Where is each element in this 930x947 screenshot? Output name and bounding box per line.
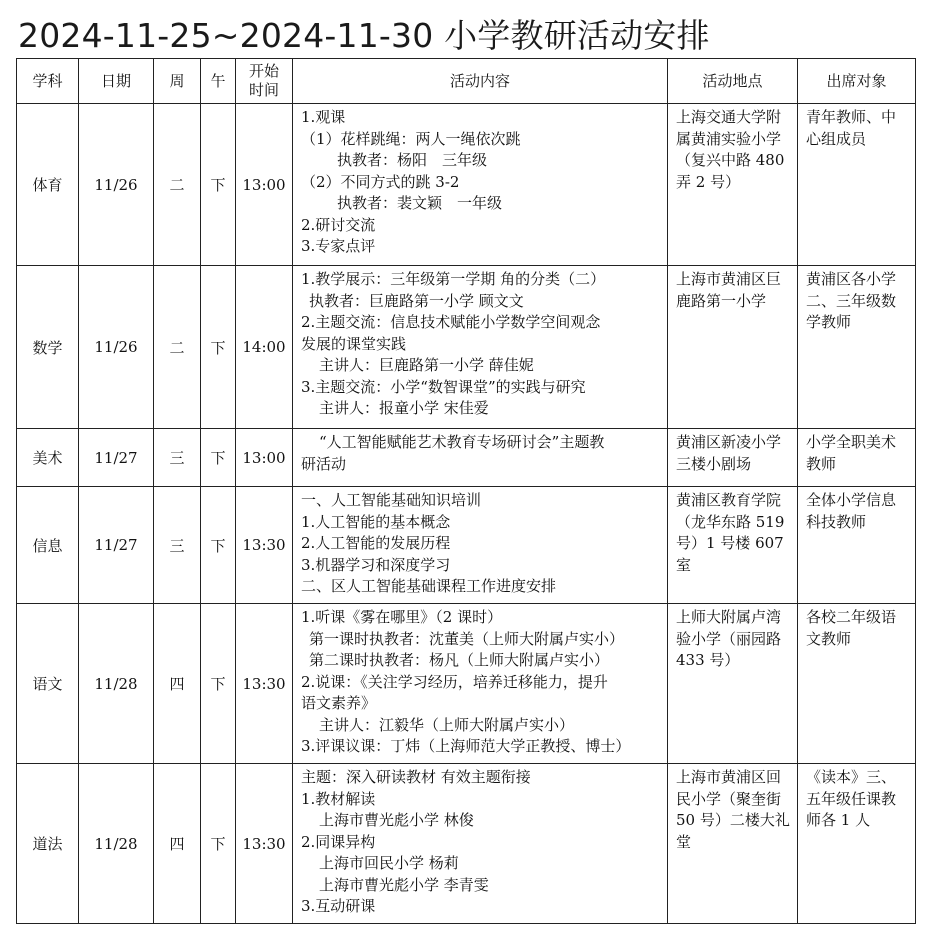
content-line: 2.同课异构 — [301, 832, 376, 851]
attendees-cell: 《读本》三、五年级任课教师各 1 人 — [798, 764, 916, 924]
subject-cell: 语文 — [17, 604, 79, 764]
subject-cell: 数学 — [17, 266, 79, 429]
content-cell — [293, 266, 668, 429]
header-subject: 学科 — [17, 59, 79, 104]
header-start-time-line1: 开始 — [248, 62, 279, 80]
header-start-time — [236, 59, 293, 104]
period-cell: 下 — [201, 104, 236, 266]
content-line: 主讲人：巨鹿路第一小学 薛佳妮 — [319, 356, 534, 374]
time-cell: 13:00 — [236, 104, 293, 266]
date-cell: 11/26 — [79, 266, 154, 429]
location-cell: 上海市黄浦区回民小学（聚奎街 50 号）二楼大礼堂 — [668, 764, 798, 924]
content-line: 2.研讨交流 — [301, 215, 376, 234]
period-cell: 下 — [201, 604, 236, 764]
content-line: 一、人工智能基础知识培训 — [301, 491, 482, 509]
date-cell: 11/28 — [79, 764, 154, 924]
period-cell: 下 — [201, 487, 236, 604]
table-row — [17, 604, 916, 764]
time-cell: 13:30 — [236, 604, 293, 764]
content-line: （2）不同方式的跳 3-2 — [301, 172, 460, 191]
content-line: 研活动 — [301, 454, 347, 473]
content-line: 3.专家点评 — [301, 237, 376, 255]
content-line: 发展的课堂实践 — [301, 334, 407, 353]
attendees-cell: 青年教师、中心组成员 — [798, 104, 916, 266]
subject-cell: 体育 — [17, 104, 79, 266]
location-cell: 黄浦区新凌小学三楼小剧场 — [668, 429, 798, 487]
content-line: “人工智能赋能艺术教育专场研讨会”主题教 — [319, 433, 605, 451]
content-line: 上海市曹光彪小学 李青雯 — [319, 875, 489, 894]
period-cell: 下 — [201, 764, 236, 924]
content-line: 2.主题交流：信息技术赋能小学数学空间观念 — [301, 313, 601, 331]
content-line: 1.教材解读 — [301, 789, 376, 808]
content-line: 执教者：巨鹿路第一小学 顾文文 — [309, 291, 524, 310]
date-cell: 11/28 — [79, 604, 154, 764]
location-cell: 黄浦区教育学院（龙华东路 519 号）1 号楼 607 室 — [668, 487, 798, 604]
content-cell — [293, 487, 668, 604]
content-line: 主题：深入研读教材 有效主题衔接 — [301, 768, 531, 786]
time-cell: 13:30 — [236, 487, 293, 604]
content-line: 3.评课议课：丁炜（上海师范大学正教授、博士） — [301, 737, 631, 755]
date-cell: 11/26 — [79, 104, 154, 266]
period-cell: 下 — [201, 429, 236, 487]
header-period: 午 — [201, 59, 236, 104]
content-cell — [293, 104, 668, 266]
content-line: 第二课时执教者：杨凡（上师大附属卢实小） — [309, 651, 610, 669]
location-cell: 上师大附属卢湾验小学（丽园路 433 号） — [668, 604, 798, 764]
content-line: 3.机器学习和深度学习 — [301, 555, 451, 574]
table-row — [17, 764, 916, 924]
content-line: 主讲人：报童小学 宋佳爱 — [319, 399, 489, 417]
subject-cell: 道法 — [17, 764, 79, 924]
table-row — [17, 104, 916, 266]
header-location: 活动地点 — [668, 59, 798, 104]
date-cell: 11/27 — [79, 429, 154, 487]
content-cell — [293, 604, 668, 764]
attendees-cell: 各校二年级语文教师 — [798, 604, 916, 764]
header-weekday: 周 — [154, 59, 201, 104]
content-line: 1.观课 — [301, 108, 346, 126]
content-line: 1.人工智能的基本概念 — [301, 512, 451, 531]
page-title: 2024-11-25~2024-11-30 小学教研活动安排 — [18, 16, 710, 55]
weekday-cell: 二 — [154, 104, 201, 266]
content-line: 第一课时执教者：沈董美（上师大附属卢实小） — [309, 629, 625, 648]
time-cell: 14:00 — [236, 266, 293, 429]
content-line: 二、区人工智能基础课程工作进度安排 — [301, 577, 557, 595]
attendees-cell: 黄浦区各小学二、三年级数学教师 — [798, 266, 916, 429]
content-line: 3.主题交流：小学“数智课堂”的实践与研究 — [301, 377, 586, 396]
weekday-cell: 四 — [154, 764, 201, 924]
header-row — [17, 59, 916, 104]
date-cell: 11/27 — [79, 487, 154, 604]
weekday-cell: 三 — [154, 429, 201, 487]
table-row — [17, 266, 916, 429]
table-row — [17, 429, 916, 487]
header-content: 活动内容 — [293, 59, 668, 104]
weekday-cell: 四 — [154, 604, 201, 764]
content-line: 3.互动研课 — [301, 897, 376, 915]
content-cell — [293, 764, 668, 924]
header-attendees: 出席对象 — [798, 59, 916, 104]
content-line: 语文素养》 — [301, 694, 377, 712]
subject-cell: 美术 — [17, 429, 79, 487]
content-line: 1.听课《雾在哪里》（2 课时） — [301, 608, 503, 626]
content-line: 上海市回民小学 杨莉 — [319, 854, 459, 872]
weekday-cell: 二 — [154, 266, 201, 429]
content-line: 主讲人：江毅华（上师大附属卢实小） — [319, 715, 575, 734]
time-cell: 13:00 — [236, 429, 293, 487]
period-cell: 下 — [201, 266, 236, 429]
header-start-time-line2: 时间 — [248, 81, 279, 99]
content-line: 1.教学展示：三年级第一学期 角的分类（二） — [301, 270, 606, 288]
schedule-table — [16, 58, 916, 924]
table-row — [17, 487, 916, 604]
subject-cell: 信息 — [17, 487, 79, 604]
content-line: 上海市曹光彪小学 林俊 — [319, 811, 474, 829]
location-cell: 上海市黄浦区巨鹿路第一小学 — [668, 266, 798, 429]
header-date: 日期 — [79, 59, 154, 104]
content-line: 执教者：裴文颖 一年级 — [337, 194, 503, 212]
weekday-cell: 三 — [154, 487, 201, 604]
attendees-cell: 小学全职美术教师 — [798, 429, 916, 487]
content-cell — [293, 429, 668, 487]
attendees-cell: 全体小学信息科技教师 — [798, 487, 916, 604]
content-line: 2.说课：《关注学习经历，培养迁移能力，提升 — [301, 672, 608, 691]
time-cell: 13:30 — [236, 764, 293, 924]
content-line: 2.人工智能的发展历程 — [301, 534, 451, 552]
location-cell: 上海交通大学附属黄浦实验小学（复兴中路 480 弄 2 号） — [668, 104, 798, 266]
content-line: 执教者：杨阳 三年级 — [337, 151, 488, 169]
content-line: （1）花样跳绳：两人一绳依次跳 — [301, 129, 521, 148]
